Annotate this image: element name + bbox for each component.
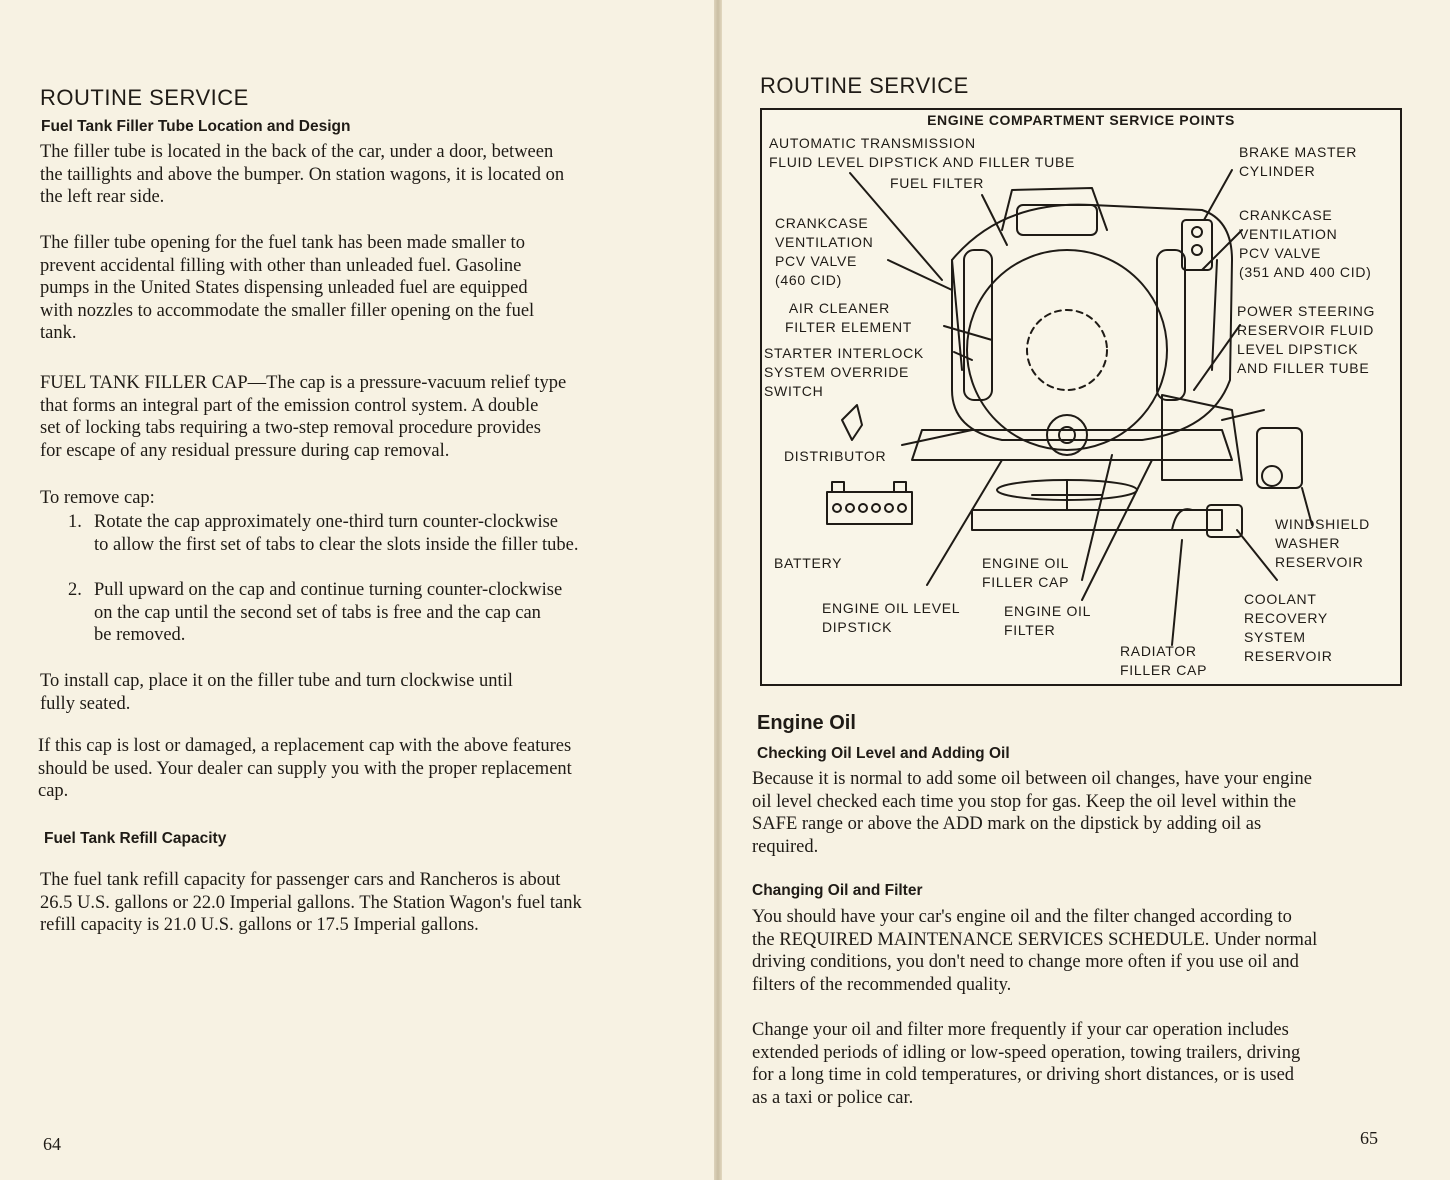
text-line: The filler tube opening for the fuel tank has been made smaller to <box>40 233 525 253</box>
text-line: required. <box>752 836 819 857</box>
label-brake-master-cylinder: BRAKE MASTER CYLINDER <box>1239 144 1358 179</box>
text-line: prevent accidental filling with other than unleaded fuel. Gasoline <box>40 255 522 276</box>
text-line: filters of the recommended quality. <box>752 974 1012 995</box>
text-line: FUEL TANK FILLER CAP—The cap is a pressure-vacuum relief type <box>40 373 567 393</box>
label-power-steering: POWER STEERING RESERVOIR FLUID LEVEL DIPSTICK AND FILLER TUBE <box>1237 303 1376 376</box>
book-gutter <box>714 0 722 1180</box>
refill-capacity-paragraph <box>40 869 582 937</box>
remove-cap-intro: To remove cap: <box>40 488 155 508</box>
text-line: that forms an integral part of the emission control system. A double <box>40 395 539 416</box>
label-air-cleaner: AIR CLEANER FILTER ELEMENT <box>785 300 913 335</box>
text-line: the REQUIRED MAINTENANCE SERVICES SCHEDULE. Under normal <box>752 929 1318 950</box>
text-line: Change your oil and filter more frequently if your car operation includes <box>752 1020 1289 1040</box>
text-line: set of locking tabs requiring a two-step removal procedure provides <box>40 418 541 438</box>
label-engine-oil-filler-cap: ENGINE OIL FILLER CAP <box>982 555 1070 590</box>
text-line: tank. <box>40 323 77 343</box>
text-line: the left rear side. <box>40 187 165 207</box>
step-number: 2. <box>68 580 82 600</box>
diagram-title: ENGINE COMPARTMENT SERVICE POINTS <box>927 112 1235 128</box>
text-line: extended periods of idling or low-speed operation, towing trailers, driving <box>752 1042 1301 1063</box>
label-distributor: DISTRIBUTOR <box>784 448 887 464</box>
changing-oil-paragraph <box>752 906 1317 996</box>
page-number-right: 65 <box>1360 1128 1378 1148</box>
label-radiator-filler-cap: RADIATOR FILLER CAP <box>1120 643 1208 678</box>
text-line: The filler tube is located in the back of the car, under a door, between <box>40 142 554 162</box>
engine-oil-heading: Engine Oil <box>757 712 856 734</box>
engine-compartment-diagram <box>760 108 1402 686</box>
label-windshield-washer: WINDSHIELD WASHER RESERVOIR <box>1275 516 1370 570</box>
text-line: If this cap is lost or damaged, a replacement cap with the above features <box>38 736 572 756</box>
label-crankcase-pcv-460: CRANKCASE VENTILATION PCV VALVE (460 CID) <box>775 215 874 288</box>
text-line: refill capacity is 21.0 U.S. gallons or 17.5 Imperial gallons. <box>40 915 479 935</box>
label-crankcase-pcv-351-400: CRANKCASE VENTILATION PCV VALVE (351 AND 400 CID) <box>1239 207 1372 280</box>
text-line: cap. <box>38 781 69 801</box>
label-engine-oil-dipstick: ENGINE OIL LEVEL DIPSTICK <box>822 600 961 635</box>
text-line: should be used. Your dealer can supply you with the proper replacement <box>38 758 572 779</box>
changing-oil-heading: Changing Oil and Filter <box>752 882 923 899</box>
text-line: SAFE range or above the ADD mark on the dipstick by adding oil as <box>752 814 1262 834</box>
fuel-tank-filler-heading: Fuel Tank Filler Tube Location and Design <box>41 118 351 135</box>
filler-cap-paragraph <box>40 372 566 462</box>
left-page-header: ROUTINE SERVICE <box>40 85 249 110</box>
text-line: driving conditions, you don't need to change more often if you use oil and <box>752 952 1299 972</box>
text-line: as a taxi or police car. <box>752 1087 914 1108</box>
refill-capacity-heading: Fuel Tank Refill Capacity <box>44 830 227 847</box>
right-page-header: ROUTINE SERVICE <box>760 73 969 98</box>
text-line: Pull upward on the cap and continue turning counter-clockwise <box>94 580 563 600</box>
label-coolant-recovery: COOLANT RECOVERY SYSTEM RESERVOIR <box>1244 591 1333 664</box>
label-battery: BATTERY <box>774 555 843 571</box>
remove-step-1 <box>68 511 578 556</box>
text-line: To install cap, place it on the filler tube and turn clockwise until <box>40 671 513 691</box>
text-line: pumps in the United States dispensing unleaded fuel are equipped <box>40 278 528 298</box>
text-line: You should have your car's engine oil and the filter changed according to <box>752 907 1292 927</box>
text-line: The fuel tank refill capacity for passenger cars and Rancheros is about <box>40 870 561 890</box>
text-line: for escape of any residual pressure during cap removal. <box>40 440 450 461</box>
filler-location-paragraph <box>40 141 564 209</box>
frequent-change-paragraph <box>752 1019 1300 1109</box>
checking-oil-heading: Checking Oil Level and Adding Oil <box>757 745 1010 762</box>
checking-oil-paragraph <box>752 768 1312 858</box>
label-automatic-transmission-dipstick: AUTOMATIC TRANSMISSION FLUID LEVEL DIPSTICK AND FILLER TUBE <box>769 135 1076 170</box>
text-line: the taillights and above the bumper. On station wagons, it is located on <box>40 164 565 185</box>
text-line: on the cap until the second set of tabs is free and the cap can <box>94 602 541 623</box>
label-fuel-filter: FUEL FILTER <box>890 175 985 191</box>
filler-opening-paragraph <box>40 232 534 345</box>
text-line: oil level checked each time you stop for gas. Keep the oil level within the <box>752 791 1297 812</box>
step-number: 1. <box>68 512 82 532</box>
text-line: with nozzles to accommodate the smaller filler opening on the fuel <box>40 300 535 321</box>
text-line: to allow the first set of tabs to clear the slots inside the filler tube. <box>94 534 579 555</box>
text-line: fully seated. <box>40 693 131 714</box>
text-line: for a long time in cold temperatures, or driving short distances, or is used <box>752 1065 1295 1085</box>
text-line: Because it is normal to add some oil between oil changes, have your engine <box>752 769 1312 789</box>
page-number-left: 64 <box>43 1134 61 1154</box>
label-starter-interlock: STARTER INTERLOCK SYSTEM OVERRIDE SWITCH <box>764 345 924 399</box>
text-line: Rotate the cap approximately one-third turn counter-clockwise <box>94 512 559 532</box>
text-line: be removed. <box>94 625 186 645</box>
install-cap-paragraph <box>40 670 513 715</box>
label-engine-oil-filter: ENGINE OIL FILTER <box>1004 603 1092 638</box>
lost-cap-paragraph <box>38 735 572 803</box>
remove-step-2 <box>68 579 562 647</box>
text-line: 26.5 U.S. gallons or 22.0 Imperial gallons. The Station Wagon's fuel tank <box>40 892 582 913</box>
